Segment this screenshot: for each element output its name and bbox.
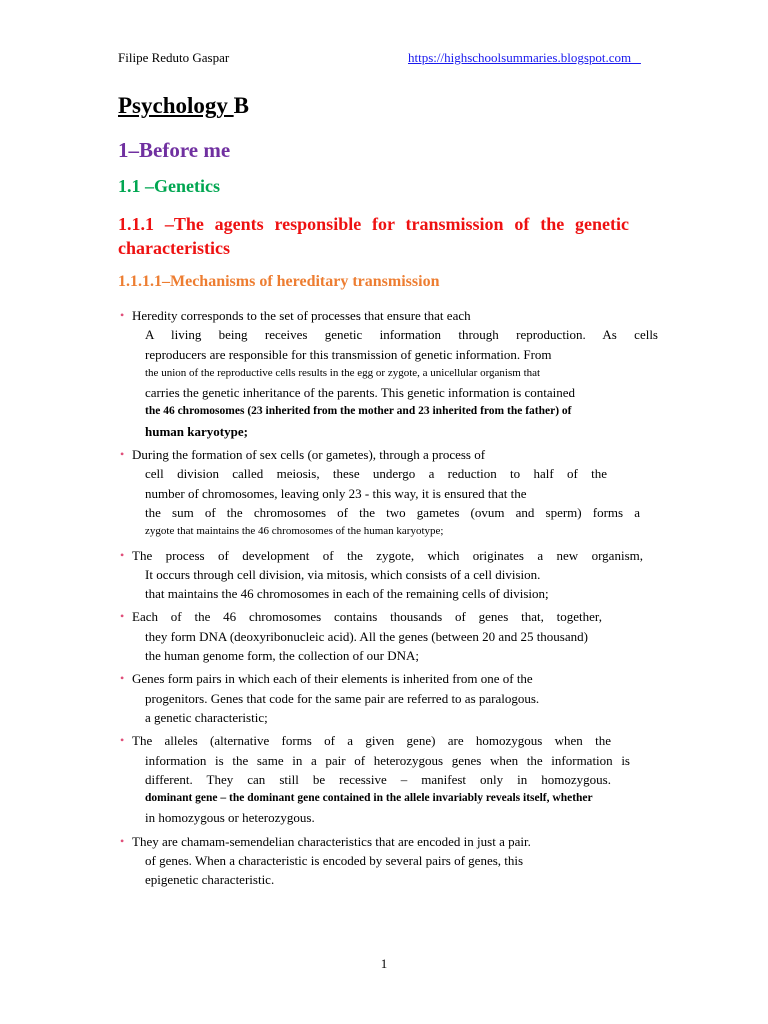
list-line: Heredity corresponds to the set of processes that ensure that each <box>132 308 471 323</box>
list-line: cell division called meiosis, these undergo a reduction to half of the <box>145 466 607 482</box>
list-line: they form DNA (deoxyribonucleic acid). All the genes (between 20 and 25 thousand) <box>145 628 588 644</box>
bullet-list <box>118 306 658 894</box>
page-header <box>118 50 660 68</box>
bullet-icon: • <box>120 308 125 322</box>
list-item <box>118 306 658 441</box>
list-line: human karyotype; <box>145 423 248 439</box>
list-line: Each of the 46 chromosomes contains thousands of genes that, together, <box>132 609 602 625</box>
section-heading-1: 1–Before me <box>118 138 231 162</box>
list-item <box>118 607 658 665</box>
list-line: dominant gene – the dominant gene contained in the allele invariably reveals itself, whether <box>145 792 593 805</box>
list-line: number of chromosomes, leaving only 23 - this way, it is ensured that the <box>145 485 527 501</box>
page-number: 1 <box>380 956 388 971</box>
list-line: The process of development of the zygote, which originates a new organism, <box>132 547 643 563</box>
author-name: Filipe Reduto Gaspar <box>118 50 230 65</box>
list-line: zygote that maintains the 46 chromosomes of the human karyotype; <box>145 525 444 538</box>
bullet-icon: • <box>120 833 125 848</box>
bullet-icon: • <box>120 671 125 686</box>
blog-link[interactable]: https://highschoolsummaries.blogspot.com <box>408 50 641 65</box>
list-line: information is the same in a pair of heterozygous genes when the information is <box>145 752 630 768</box>
list-line: Genes form pairs in which each of their elements is inherited from one of the <box>132 671 533 687</box>
document-title <box>118 93 249 119</box>
list-item <box>118 731 658 827</box>
title-main: Psychology <box>118 93 234 118</box>
bullet-icon: • <box>120 609 125 624</box>
list-item <box>118 445 658 541</box>
list-line: progenitors. Genes that code for the same pair are referred to as paralogous. <box>145 690 540 706</box>
list-line: They are chamam-semendelian characteristics that are encoded in just a pair. <box>132 833 531 849</box>
list-line: A living being receives genetic information through reproduction. As cells <box>145 327 658 343</box>
list-line: the human genome form, the collection of our DNA; <box>145 648 420 664</box>
list-line: of genes. When a characteristic is encoded by several pairs of genes, this <box>145 853 524 869</box>
list-line: a genetic characteristic; <box>145 709 268 725</box>
list-line: carries the genetic inheritance of the parents. This genetic information is contained <box>145 385 576 401</box>
list-line: different. They can still be recessive – manifest only in homozygous. <box>145 771 611 787</box>
bullet-icon: • <box>120 547 125 562</box>
list-line: reproducers are responsible for this transmission of genetic information. From <box>145 346 552 362</box>
list-item <box>118 832 658 890</box>
bullet-icon: • <box>120 733 125 748</box>
section-heading-1-1-1: 1.1.1 –The agents responsible for transmission of the genetic characteristics <box>118 214 629 258</box>
list-line: The alleles (alternative forms of a given gene) are homozygous when the <box>132 733 611 749</box>
list-line: in homozygous or heterozygous. <box>145 810 315 826</box>
list-item <box>118 669 658 727</box>
list-line: the 46 chromosomes (23 inherited from the mother and 23 inherited from the father) of <box>145 405 572 418</box>
list-line: that maintains the 46 chromosomes in each of the remaining cells of division; <box>145 586 549 602</box>
section-heading-1-1: 1.1 –Genetics <box>118 176 220 196</box>
list-line: the union of the reproductive cells results in the egg or zygote, a unicellular organism that <box>145 366 541 379</box>
list-line: During the formation of sex cells (or gametes), through a process of <box>132 447 486 463</box>
list-item <box>118 546 658 604</box>
title-suffix: B <box>233 93 249 118</box>
list-line: It occurs through cell division, via mitosis, which consists of a cell division. <box>145 566 541 582</box>
section-heading-1-1-1-1: 1.1.1.1–Mechanisms of hereditary transmission <box>118 273 440 290</box>
list-line: epigenetic characteristic. <box>145 872 275 888</box>
bullet-icon: • <box>120 447 125 462</box>
list-line: the sum of the chromosomes of the two gametes (ovum and sperm) forms a <box>145 504 640 520</box>
